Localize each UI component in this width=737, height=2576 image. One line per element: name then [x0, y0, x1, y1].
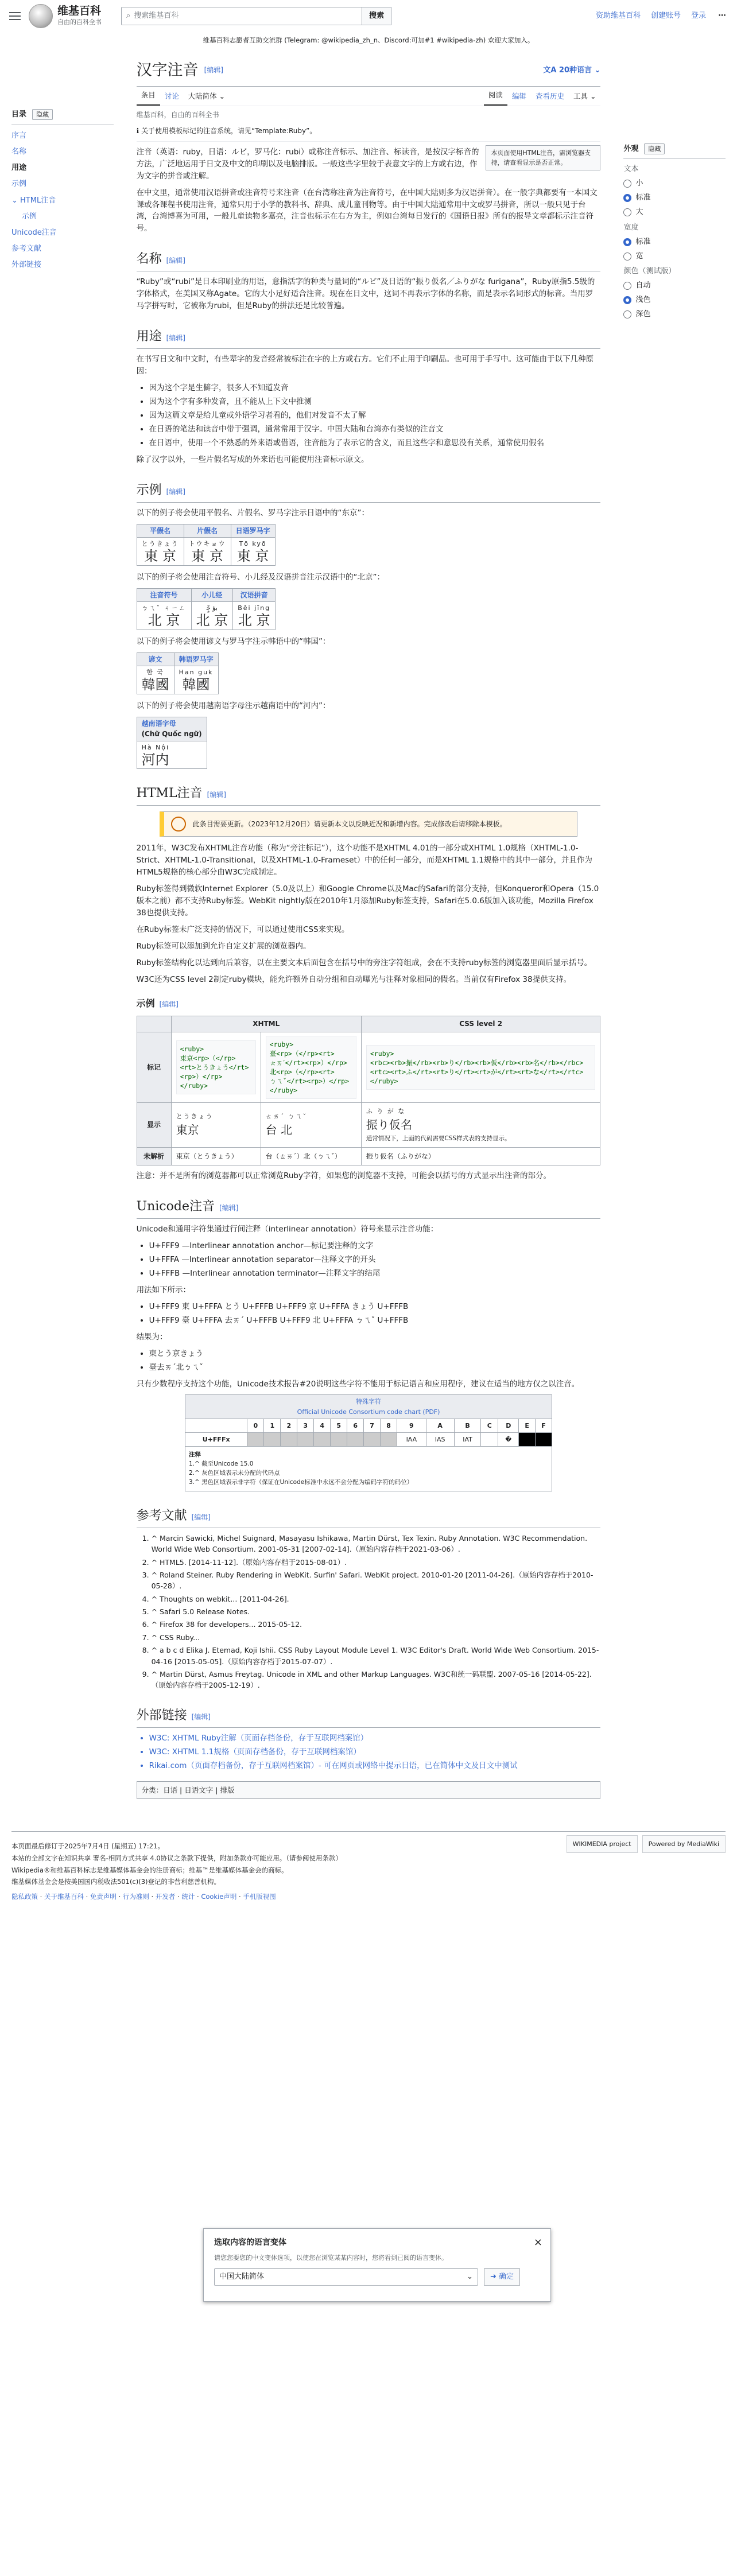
reference-item: 3. ^ Roland Steiner. Ruby Rendering in WebKit. Surfin' Safari. WebKit project. 2010-01-20 [2011-04-26].（原始内容存档于2010-05-28）.: [152, 1569, 601, 1592]
ruby-base: 韓國: [141, 677, 169, 693]
paragraph: 以下的例子将会使用越南语字母注示越南语中的“河内”：: [136, 701, 331, 710]
reference-item: 5. ^ Safari 5.0 Release Notes.: [152, 1606, 601, 1617]
width-standard[interactable]: 标准: [623, 236, 726, 248]
raw-text: 振り仮名（ふりがな）: [361, 1147, 600, 1165]
paragraph: 在书写日文和中文时，有些辈字的发音经常被标注在字的上方或右方。它们不止用于印刷品。也可用于手写中。这可能由于以下几种原因：: [136, 355, 594, 376]
dialog-title: 选取内容的语言变体: [214, 2238, 286, 2247]
close-icon[interactable]: ×: [533, 2236, 542, 2248]
reference-item: 4. ^ Thoughts on webkit... [2011-04-26].: [152, 1594, 601, 1604]
wikipedia-globe-icon: [29, 4, 53, 28]
ruby-base: 東 京: [191, 548, 223, 565]
update-notice: 此条目需要更新。（2023年12月20日）请更新本文以反映近况和新增内容。完成修改后请移除本模板。: [160, 811, 578, 837]
site-header: [0, 0, 737, 32]
site-tagline: 自由的百科全书: [57, 18, 102, 26]
chevron-down-icon[interactable]: ⌄: [11, 196, 21, 205]
ruby-text: Han guk: [179, 669, 214, 677]
reference-item: 6. ^ Firefox 38 for developers... 2015-05-12.: [152, 1619, 601, 1630]
variant-dialog: [203, 2228, 551, 2302]
search-input[interactable]: ⌕ 搜索维基百科: [121, 7, 362, 25]
appearance-title: 外观: [623, 144, 639, 153]
reference-item: 9. ^ Martin Dürst, Asmus Freytag. Unicode in XML and other Markup Languages. W3C和统一码联盟. 2007-05-16 [2014-05-22].（原始内容存档于2005-12-19）.: [152, 1669, 601, 1691]
intro-paragraph: 注音（英语：ruby，日语：ルビ，罗马化：rubi）或称注音标示、加注音、标读音，是按汉字标音的方法，广泛地运用于日文及中文的印刷以及电脑排版。一般这些字里较于表意文字的上方或右边，作为文字的拼音或注解。: [136, 147, 479, 181]
search-button[interactable]: 搜索: [362, 7, 391, 25]
edit-link[interactable]: [编辑]: [204, 66, 223, 75]
ruby-text: Běi jīng: [238, 604, 271, 612]
paragraph: 注意：并不是所有的浏览器都可以正常浏览Ruby字符，如果您的浏览器不支持，可能会以括号的方式显示出注音的部分。: [136, 1171, 551, 1181]
intro-paragraph: 在中文里，通常使用汉语拼音或注音符号来注音（在台湾称注音为注音符号，在中国大陆则多为汉语拼音）。在一般字典都要有一本国文课或各课程书使用注音，通常只用于小学的教科书、辞典、成儿童刊物等。由于中国大陆通常用中文或罗马拼音，所以一般只见于台湾，台湾博喜为可用，一般儿童读物多嘉亮，注音也标示在右方为主，例如台湾每日发行的《国语日报》所有的报导文章都标示注音符号。: [136, 188, 598, 234]
table-header[interactable]: 谚文: [137, 652, 174, 666]
site-notice: 维基百科志愿者互助交流群 (Telegram: @wikipedia_zh_n、Discord:可加#1 #wikipedia-zh) 欢迎大家加入。: [203, 36, 534, 44]
list-item: • 在日语的笔法和读音中带于强调，通常常用于汉字。中国大陆和台湾亦有类似的注音文: [149, 423, 601, 436]
footer-link[interactable]: 关于维基百科: [44, 1893, 84, 1901]
ruby-base: 韓國: [182, 677, 210, 693]
page-tabs: [137, 87, 601, 106]
use-list: [149, 382, 601, 449]
list-item: • 在日语中，使用一个不熟悉的外来语或借语，注音能为了表示它的含义，而且这些字和意思没有关系，通常使用假名: [149, 437, 601, 449]
edit-link[interactable]: [编辑]: [207, 791, 226, 799]
ruby-text: Hà Nội: [141, 743, 170, 751]
table-header[interactable]: 越南语字母 (Chữ Quốc ngữ): [137, 717, 207, 741]
toc-item[interactable]: 参考文献: [11, 244, 42, 253]
tab-talk[interactable]: 讨论: [164, 92, 179, 101]
ruby-text: 한 국: [146, 669, 164, 677]
width-wide[interactable]: 宽: [623, 251, 726, 262]
footer-link[interactable]: Cookie声明: [201, 1893, 237, 1901]
toc-title: 目录: [11, 110, 27, 119]
color-auto[interactable]: 自动: [623, 280, 726, 292]
section-heading: 参考文献 [编辑]: [137, 1506, 601, 1528]
raw-text: 東京（とうきょう）: [171, 1147, 261, 1165]
section-heading: 用途 [编辑]: [137, 327, 601, 349]
ruby-example-table: [137, 524, 276, 566]
edit-link[interactable]: [编辑]: [166, 487, 185, 496]
markup-comparison-table: XHTML CSS level 2 标记 <ruby> 東京<rp>（</rp> <rt>とうきょう</rt> <rp>）</rp> </ruby> <ruby> 臺<rp>（</rp><rt> ㄊㄞˊ</rt><rp>）</rp> 北<rp>（</rp><rt> ㄅㄟˇ</rt><rp>）</rp> </ruby> <ruby> <rbc><rb>振</rb><rb>り</rb><rb>仮</rb><rb>名</rb></rbc> <rtc><rt>ふ</rt><rt>り</rt><rt>が</rt><rt>な</rt></rtc> </ruby> 显示 とうきょう 東京 ㄊㄞˊ ㄅㄟˇ 台 北 ふ り が な 振り仮名 通常情况下，上面的代码需要CSS样式表的支持显示。 未解析 東京（とうきょう） 台（ㄊㄞˊ）北（ㄅㄟˇ） 振り仮名（ふりがな）: [137, 1016, 601, 1165]
color-dark[interactable]: 深色: [623, 309, 726, 320]
text-size-small[interactable]: 小: [623, 178, 726, 189]
wikimedia-badge[interactable]: WIKIMEDIA project: [567, 1835, 638, 1853]
edit-link[interactable]: [编辑]: [219, 1204, 239, 1213]
section-heading: 示例 [编辑]: [137, 481, 601, 503]
ruby-base: 北 京: [148, 612, 180, 629]
search-form: [121, 7, 391, 25]
paragraph: 以下的例子将会使用谚文与罗马字注示韩语中的“韩国”：: [136, 636, 331, 646]
table-header[interactable]: 片假名: [184, 524, 231, 538]
unicode-list: • U+FFF9 —Interlinear annotation anchor—标记要注释的文字 • U+FFFA —Interlinear annotation separator—注释文字的开头 • U+FFFB —Interlinear annotation terminator—注释文字的结尾: [149, 1240, 601, 1280]
table-header[interactable]: 韩语罗马字: [174, 652, 218, 666]
toc-subitem[interactable]: 示例: [22, 212, 37, 221]
edit-link[interactable]: [编辑]: [159, 1000, 179, 1009]
usage-list: • U+FFF9 東 U+FFFA とう U+FFFB U+FFF9 京 U+FFFA きょう U+FFFB • U+FFF9 臺 U+FFFA 去ㄞˊ U+FFFB U+FFF9 北 U+FFFA ㄅㄟˇ U+FFFB: [149, 1301, 601, 1327]
list-item: • 因为这篇文章是给儿童或外语学习者看的，他们对发音不太了解: [149, 410, 601, 422]
list-item: • 因为这个字是生僻字，很多人不知道发音: [149, 382, 601, 394]
section-heading: HTML注音 [编辑]: [137, 784, 601, 806]
toc-item-active[interactable]: 用途: [11, 164, 27, 173]
ruby-base: 北 京: [238, 612, 270, 629]
text-size-label: 文本: [623, 164, 639, 173]
tools-dropdown[interactable]: 工具 ⌄: [573, 92, 596, 101]
chevron-down-icon: ⌄: [467, 2272, 473, 2281]
table-header[interactable]: 汉语拼音: [233, 588, 276, 602]
site-logo[interactable]: [29, 4, 102, 28]
edit-link[interactable]: [编辑]: [191, 1513, 211, 1521]
page-title: 汉字注音 [编辑] 文A 20种语言 ⌄: [137, 52, 601, 87]
table-header: CSS level 2: [361, 1016, 600, 1032]
search-icon: ⌕: [126, 11, 131, 20]
table-header[interactable]: 平假名: [137, 524, 184, 538]
paragraph: “Ruby”或“rubi”是日本印刷业的用语，意指活字的种类与量词的“ルビ”及日语的“振り仮名／ふりがな furigana”，Ruby原指5.5级的字体格式，在美国又称Agate。它的大小足好适合注音。现在在日文中，这词不再表示字体的名称，而是表示名词形式的标音。当用罗马字拼写时，它被称为rubi，但是Ruby的拼法还是比较普遍。: [136, 277, 595, 311]
code-cell[interactable]: IAT: [454, 1432, 481, 1446]
create-account-link[interactable]: 创建账号: [650, 11, 681, 20]
toc-item[interactable]: 外部链接: [11, 261, 42, 270]
paragraph: 2011年，W3C发布XHTML注音功能（称为“旁注标记”），这个功能不是XHTML 4.01的一部分或XHTML 1.0规格（XHTML-1.0-Strict、XHTML-1.0-Transitional，以及XHTML-1.0-Frameset）中的任何一部分，而是XHTML 1.1规格中的其中一部分，并且作为HTML5规格的核心部分由W3C完成制定。: [136, 844, 592, 877]
toc-item[interactable]: Unicode注音: [11, 228, 57, 237]
ruby-example-table: [137, 652, 219, 694]
reference-item: 2. ^ HTML5. [2014-11-12].（原始内容存档于2015-08-01）.: [152, 1557, 601, 1568]
ruby-example-table: [137, 717, 207, 770]
appearance-panel: [623, 52, 726, 1808]
login-link[interactable]: 登录: [691, 11, 706, 20]
paragraph: Ruby标签结构化以达到向后兼容，以在主要文本后面包含在括号中的旁注字符组成，会在不支持ruby标签的浏览器里面后显示括号。: [136, 958, 592, 968]
tab-edit[interactable]: 编辑: [511, 92, 526, 101]
table-header: XHTML: [171, 1016, 361, 1032]
variant-dropdown[interactable]: 大陆简体 ⌄: [188, 92, 226, 101]
code-block: <ruby> 東京<rp>（</rp> <rt>とうきょう</rt> <rp>）</rp> </ruby>: [176, 1040, 256, 1094]
toc-item[interactable]: 名称: [11, 147, 27, 157]
language-button[interactable]: 文A 20种语言 ⌄: [543, 65, 601, 75]
raw-text: 台（ㄊㄞˊ）北（ㄅㄟˇ）: [261, 1147, 361, 1165]
color-label: 颜色（测试版）: [623, 266, 676, 275]
ruby-base: 東 京: [236, 548, 269, 565]
edit-link[interactable]: [编辑]: [166, 257, 185, 265]
toc-hide-button[interactable]: 隐藏: [32, 109, 53, 120]
tab-read[interactable]: 阅读: [484, 90, 507, 105]
edit-link[interactable]: [编辑]: [191, 1712, 211, 1721]
external-link[interactable]: • Rikai.com（页面存档备份，存于互联网档案馆）- 可在网页或网络中提示日语，已在简体中文及日文中测试: [149, 1760, 601, 1772]
paragraph: 以下的例子将会使用平假名、片假名、罗马字注示日语中的“东京”：: [136, 508, 370, 518]
ruby-base: 河内: [141, 751, 169, 768]
menu-icon[interactable]: [9, 12, 21, 20]
list-item: • 因为这个字有多种发音，且不能从上下文中推测: [149, 396, 601, 408]
paragraph: Ruby标签得到微软Internet Explorer（5.0及以上）和Google Chrome以及Mac的Safari的部分支持，但Konqueror和Opera（15.0版本之前）都不支持Ruby标签。WebKit nightly版在2010年1月添加Ruby标签支持，Safari在5.0.6版加入该功能，Mozilla Firefox 38也提供支持。: [136, 884, 599, 918]
code-cell[interactable]: IAA: [397, 1432, 426, 1446]
text-size-standard[interactable]: 标准: [623, 192, 726, 204]
more-icon[interactable]: ⋯: [718, 11, 726, 20]
tab-history[interactable]: 查看历史: [535, 92, 564, 101]
ruby-base: 北 京: [196, 612, 228, 629]
reference-item: 8. ^ a b c d Elika J. Etemad, Koji Ishii. CSS Ruby Layout Module Level 1. W3C Editor's Draft. World Wide Web Consortium. 2015-04-16 [2015-05-05].（原始内容存档于2015-07-07）.: [152, 1645, 601, 1667]
section-heading: Unicode注音 [编辑]: [137, 1197, 601, 1219]
external-links: [149, 1732, 601, 1772]
info-icon: ℹ: [136, 127, 141, 135]
color-light[interactable]: 浅色: [623, 294, 726, 306]
section-heading: 外部链接 [编辑]: [137, 1706, 601, 1728]
reference-item: 1. ^ Marcin Sawicki, Michel Suignard, Masayasu Ishikawa, Martin Dürst, Tex Texin. Ruby Annotation. W3C Recommendation. World Wide Web Consortium. 2001-05-31 [2007-02-14].（原始内容存档于2021-03-06）.: [152, 1533, 601, 1555]
paragraph: Unicode和通用字符集通过行间注释（interlinear annotation）符号来显示注音功能：: [136, 1225, 439, 1234]
tab-article[interactable]: 条目: [137, 90, 160, 105]
subsection-heading: 示例 [编辑]: [136, 998, 179, 1009]
paragraph: 在Ruby标签未广泛支持的情况下，可以通过使用CSS来实现。: [136, 924, 350, 934]
footer-link[interactable]: 免责声明: [90, 1893, 117, 1901]
confirm-button[interactable]: ➜ 确定: [484, 2268, 520, 2286]
footer-link[interactable]: 手机版视图: [243, 1893, 276, 1901]
toc-item[interactable]: ⌄ HTML注音: [11, 196, 56, 205]
external-link[interactable]: • W3C: XHTML Ruby注解（页面存档备份，存于互联网档案馆）: [149, 1732, 601, 1744]
paragraph: 用法如下所示：: [136, 1285, 191, 1295]
unicode-chart: 特殊字符 Official Unicode Consortium code chart (PDF) 0 1 2 3 4 5 6 7 8 9 A B C D E F U+FFFx IAA IAS IAT � 注释 1.^ 截至Unicode 15.0 2.^ 灰色区域表示未分配的代码点 3.^ 黑色区域表示非字符（保证在Unicode标准中永远不会分配为编码字符的码位）: [185, 1394, 552, 1491]
toc-sidebar: [11, 52, 114, 1808]
toc-item[interactable]: 示例: [11, 180, 27, 189]
category-bar[interactable]: 分类：日语 | 日语文字 | 排版: [137, 1781, 601, 1799]
edit-link[interactable]: [编辑]: [166, 334, 185, 343]
chart-title[interactable]: 特殊字符: [356, 1398, 381, 1406]
footer-link[interactable]: 行为准则: [122, 1893, 149, 1901]
rendered-ruby: 台 北: [265, 1122, 292, 1137]
paragraph: 只有少数程序支持这个功能，Unicode技术报告#20说明这些字符不能用于标记语言和应用程序，建议在适当的地方仅之以注音。: [136, 1379, 580, 1389]
footer-link[interactable]: 隐私政策: [11, 1893, 38, 1901]
code-cell[interactable]: �: [498, 1432, 519, 1446]
footer-link[interactable]: 统计: [181, 1893, 195, 1901]
code-cell[interactable]: IAS: [426, 1432, 454, 1446]
external-link[interactable]: • W3C: XHTML 1.1规格（页面存档备份，存于互联网档案馆）: [149, 1746, 601, 1758]
footer-link[interactable]: 开发者: [155, 1893, 176, 1901]
paragraph: Ruby标签可以添加到允许自定义扩展的浏览器内。: [136, 941, 311, 951]
appearance-hide-button[interactable]: 隐藏: [644, 143, 665, 154]
ruby-notice-box: 本页面使用HTML注音，需浏览器支持，请查看显示是否正常。: [486, 145, 600, 170]
ruby-text: بؤ ﺟٍْ: [206, 604, 218, 612]
paragraph: W3C还为CSS level 2制定ruby模块，能允许额外自动分组和自动曝光与注释对象相同的假名。当前仅有Firefox 38提供支持。: [136, 974, 572, 984]
ruby-text: Tō kyō: [239, 540, 267, 548]
site-name: 维基百科: [57, 5, 102, 18]
ruby-text: とうきょう: [141, 540, 179, 548]
hatnote: ℹ 关于使用模板标记的注音系统，请见“Template:Ruby”。: [137, 123, 601, 142]
clock-icon: [171, 817, 186, 832]
table-header[interactable]: 小儿经: [191, 588, 233, 602]
ruby-base: 東 京: [144, 548, 176, 565]
ruby-text: ㄅㄟˇ ㄐㄧㄥ: [141, 604, 187, 612]
rendered-ruby: 東京: [176, 1122, 199, 1137]
article: [137, 52, 601, 1808]
variant-select[interactable]: 中国大陆简体 ⌄: [214, 2268, 478, 2286]
width-label: 宽度: [623, 223, 639, 232]
row-header: 显示: [137, 1103, 171, 1147]
row-header: 标记: [137, 1032, 171, 1103]
toc-item[interactable]: 序言: [11, 131, 27, 140]
result-list: • 東とう京きょう • 臺去ㄞˊ北ㄅㄟˇ: [149, 1348, 601, 1374]
section-heading: 名称 [编辑]: [137, 250, 601, 271]
reference-list: [152, 1533, 601, 1691]
from-wikipedia: 维基百科，自由的百科全书: [136, 110, 219, 119]
donate-link[interactable]: 资助维基百科: [595, 11, 641, 20]
ruby-example-table: [137, 588, 276, 630]
chart-link[interactable]: Official Unicode Consortium code chart (PDF): [297, 1408, 440, 1416]
table-header[interactable]: 日语罗马字: [231, 524, 275, 538]
mediawiki-badge[interactable]: Powered by MediaWiki: [642, 1835, 726, 1853]
code-block: <ruby> <rbc><rb>振</rb><rb>り</rb><rb>仮</rb><rb>名</rb></rbc> <rtc><rt>ふ</rt><rt>り</rt><rt>が</rt><rt>な</rt></rtc> </ruby>: [366, 1045, 596, 1090]
paragraph: 结果为：: [136, 1332, 168, 1342]
dialog-description: 请您您要您的中文变体选项，以使您在浏览某某内容时，您将看到已阅的语言变体。: [214, 2253, 448, 2262]
footer: 本页面最后修订于2025年7月4日 (星期五) 17:21。 本站的全部文字在知识共享 署名-相同方式共享 4.0协议之条款下提供，附加条款亦可能应用。（请参阅使用条款） Wikipedia®和维基百科标志是维基媒体基金会的注册商标；维基™是维基媒体基金会的商标。 维基媒体基金会是按美国国内税收法501(c)(3)登记的非营利慈善机构。 隐私政策 · 关于维基百科 · 免责声明 · 行为准则 · 开发者 · 统计 · Cookie声明 · 手机版视图 WIKIMEDIA project Powered by MediaWiki: [11, 1831, 726, 1927]
text-size-large[interactable]: 大: [623, 207, 726, 218]
table-header[interactable]: 注音符号: [137, 588, 191, 602]
ruby-text: トウキョウ: [188, 540, 226, 548]
row-header: 未解析: [137, 1147, 171, 1165]
paragraph: 除了汉字以外，一些片假名写成的外来语也可能使用注音标示原文。: [136, 454, 369, 464]
rendered-ruby: 振り仮名: [366, 1118, 412, 1132]
code-block: <ruby> 臺<rp>（</rp><rt> ㄊㄞˊ</rt><rp>）</rp> 北<rp>（</rp><rt> ㄅㄟˇ</rt><rp>）</rp> </ruby>: [266, 1036, 356, 1099]
paragraph: 以下的例子将会使用注音符号、小儿经及汉语拼音注示汉语中的“北京”：: [136, 572, 385, 582]
reference-item: 7. ^ CSS Ruby...: [152, 1632, 601, 1643]
